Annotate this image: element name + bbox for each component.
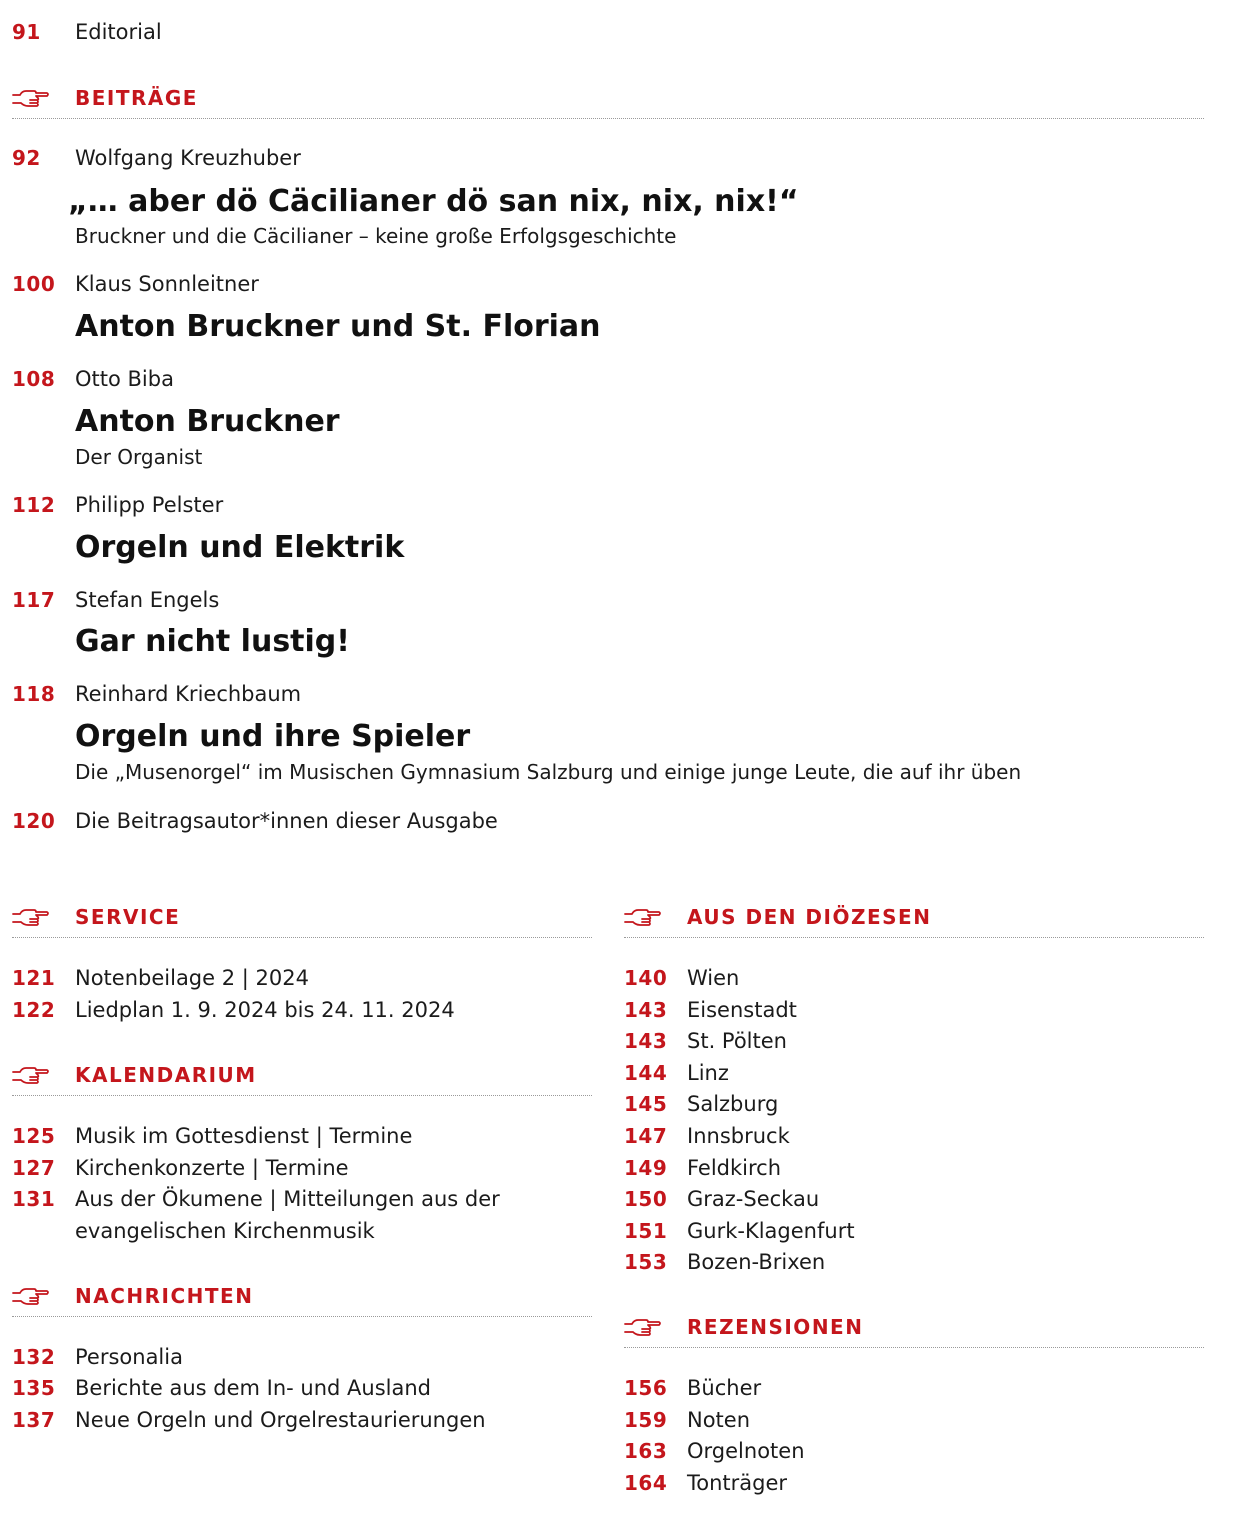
entry-label: St. Pölten <box>687 1029 787 1054</box>
entry-label: Gurk-Klagenfurt <box>687 1218 855 1243</box>
toc-entry[interactable] <box>624 1408 750 1432</box>
pointing-hand-icon <box>12 1285 50 1307</box>
entry-label: Liedplan 1. 9. 2024 bis 24. 11. 2024 <box>75 998 455 1022</box>
page-number: 151 <box>624 1218 668 1243</box>
entry-label: Personalia <box>75 1345 183 1369</box>
page-number: 108 <box>12 367 56 391</box>
entry-label: Innsbruck <box>687 1124 790 1148</box>
toc-entry[interactable] <box>624 1156 781 1180</box>
entry-label: Tonträger <box>687 1470 788 1495</box>
toc-entry[interactable] <box>624 1439 805 1463</box>
entry-label: Salzburg <box>687 1092 779 1117</box>
toc-entry[interactable] <box>624 1219 855 1243</box>
entry-label: Feldkirch <box>687 1155 782 1180</box>
section-header-rezensionen <box>624 1307 1204 1348</box>
toc-entry[interactable] <box>624 1471 787 1495</box>
page-number: 118 <box>12 682 56 706</box>
toc-entry[interactable] <box>12 966 309 990</box>
toc-entry[interactable] <box>624 1124 790 1148</box>
page-number: 153 <box>624 1250 668 1275</box>
toc-entry[interactable] <box>12 1187 500 1211</box>
section-header-dioezesen <box>624 897 1204 938</box>
article-author: Wolfgang Kreuzhuber <box>75 146 301 170</box>
page-number: 147 <box>624 1124 668 1148</box>
article-subtitle: Bruckner und die Cäcilianer – keine große Erfolgsgeschichte <box>75 224 677 248</box>
section-title: SERVICE <box>75 905 181 929</box>
entry-label: Orgelnoten <box>687 1439 805 1464</box>
page-number: 131 <box>12 1187 56 1211</box>
toc-entry[interactable] <box>12 1408 486 1432</box>
section-title: REZENSIONEN <box>687 1315 864 1339</box>
article-title[interactable]: Orgeln und ihre Spieler <box>75 719 471 754</box>
page-number: 125 <box>12 1124 56 1148</box>
page-number: 91 <box>12 20 41 44</box>
page-number: 121 <box>12 966 56 990</box>
entry-label: Die Beitragsautor*innen dieser Ausgabe <box>75 809 498 833</box>
article-entry[interactable] <box>12 272 259 296</box>
section-header-beitraege <box>12 78 1204 119</box>
section-header-service <box>12 897 592 938</box>
article-author: Klaus Sonnleitner <box>75 272 259 296</box>
page-number: 127 <box>12 1156 56 1180</box>
article-title[interactable]: Anton Bruckner <box>75 404 340 439</box>
page-number: 132 <box>12 1345 56 1369</box>
toc-entry-editorial[interactable] <box>12 20 162 44</box>
toc-entry[interactable] <box>12 1156 349 1180</box>
article-subtitle: Die „Musenorgel“ im Musischen Gymnasium Salzburg und einige junge Leute, die auf ihr üben <box>75 760 1022 784</box>
toc-entry[interactable] <box>624 1061 729 1085</box>
page-number: 143 <box>624 1029 668 1054</box>
toc-entry[interactable] <box>12 1124 412 1148</box>
entry-label: Musik im Gottesdienst | Termine <box>75 1124 413 1148</box>
page-number: 112 <box>12 493 56 517</box>
section-title: NACHRICHTEN <box>75 1284 254 1308</box>
toc-entry[interactable] <box>624 1250 825 1274</box>
entry-label: Berichte aus dem In- und Ausland <box>75 1376 431 1400</box>
article-subtitle: Der Organist <box>75 445 203 469</box>
entry-label: Graz-Seckau <box>687 1187 820 1212</box>
section-header-nachrichten <box>12 1276 592 1317</box>
page-number: 145 <box>624 1092 668 1117</box>
toc-entry[interactable] <box>624 998 797 1022</box>
page-number: 163 <box>624 1439 668 1464</box>
page-number: 137 <box>12 1408 56 1432</box>
article-title[interactable]: „… aber dö Cäcilianer dö san nix, nix, nix!“ <box>68 184 799 219</box>
page-number: 135 <box>12 1376 56 1400</box>
pointing-hand-icon <box>12 1064 50 1086</box>
toc-entry[interactable] <box>624 1187 819 1211</box>
page-number: 140 <box>624 966 668 990</box>
section-title: BEITRÄGE <box>75 86 198 110</box>
article-entry[interactable] <box>12 146 301 170</box>
toc-entry[interactable] <box>624 1029 787 1053</box>
entry-label: Linz <box>687 1060 729 1085</box>
article-entry[interactable] <box>12 493 223 517</box>
page-number: 143 <box>624 997 668 1022</box>
page-number: 159 <box>624 1407 668 1432</box>
entry-label: Notenbeilage 2 | 2024 <box>75 966 309 990</box>
article-title[interactable]: Orgeln und Elektrik <box>75 530 405 565</box>
article-title[interactable]: Gar nicht lustig! <box>75 624 350 659</box>
toc-entry[interactable] <box>12 1345 183 1369</box>
pointing-hand-icon <box>12 87 50 109</box>
entry-label: Eisenstadt <box>687 997 797 1022</box>
entry-label: Neue Orgeln und Orgelrestaurierungen <box>75 1408 486 1432</box>
section-title: AUS DEN DIÖZESEN <box>687 905 932 929</box>
article-author: Reinhard Kriechbaum <box>75 682 302 706</box>
entry-label-continued: evangelischen Kirchenmusik <box>75 1219 375 1243</box>
toc-entry-authors[interactable] <box>12 809 498 833</box>
section-header-kalendarium <box>12 1055 592 1096</box>
toc-entry[interactable] <box>624 1092 778 1116</box>
article-entry[interactable] <box>12 588 219 612</box>
entry-label: Bücher <box>687 1376 762 1400</box>
page-number: 164 <box>624 1470 668 1495</box>
toc-entry[interactable] <box>12 998 455 1022</box>
page-number: 122 <box>12 998 56 1022</box>
article-author: Otto Biba <box>75 367 174 391</box>
entry-label: Aus der Ökumene | Mitteilungen aus der <box>75 1187 500 1211</box>
article-entry[interactable] <box>12 367 174 391</box>
page-number: 149 <box>624 1155 668 1180</box>
entry-label: Editorial <box>75 20 162 44</box>
article-entry[interactable] <box>12 682 301 706</box>
page-number: 120 <box>12 809 56 833</box>
entry-label: Kirchenkonzerte | Termine <box>75 1156 349 1180</box>
article-title[interactable]: Anton Bruckner und St. Florian <box>75 309 601 344</box>
section-title: KALENDARIUM <box>75 1063 257 1087</box>
pointing-hand-icon <box>12 906 50 928</box>
page-number: 150 <box>624 1187 668 1212</box>
pointing-hand-icon <box>624 1316 662 1338</box>
page-number: 144 <box>624 1060 668 1085</box>
article-author: Philipp Pelster <box>75 493 224 517</box>
toc-entry[interactable] <box>624 1376 761 1400</box>
page-number: 156 <box>624 1376 668 1400</box>
pointing-hand-icon <box>624 906 662 928</box>
entry-label: Wien <box>687 966 740 990</box>
toc-entry[interactable] <box>12 1376 431 1400</box>
page-number: 92 <box>12 146 41 170</box>
toc-entry[interactable] <box>624 966 739 990</box>
page-number: 117 <box>12 588 56 612</box>
article-author: Stefan Engels <box>75 588 220 612</box>
page-number: 100 <box>12 272 56 296</box>
entry-label: Bozen-Brixen <box>687 1250 826 1275</box>
entry-label: Noten <box>687 1407 751 1432</box>
